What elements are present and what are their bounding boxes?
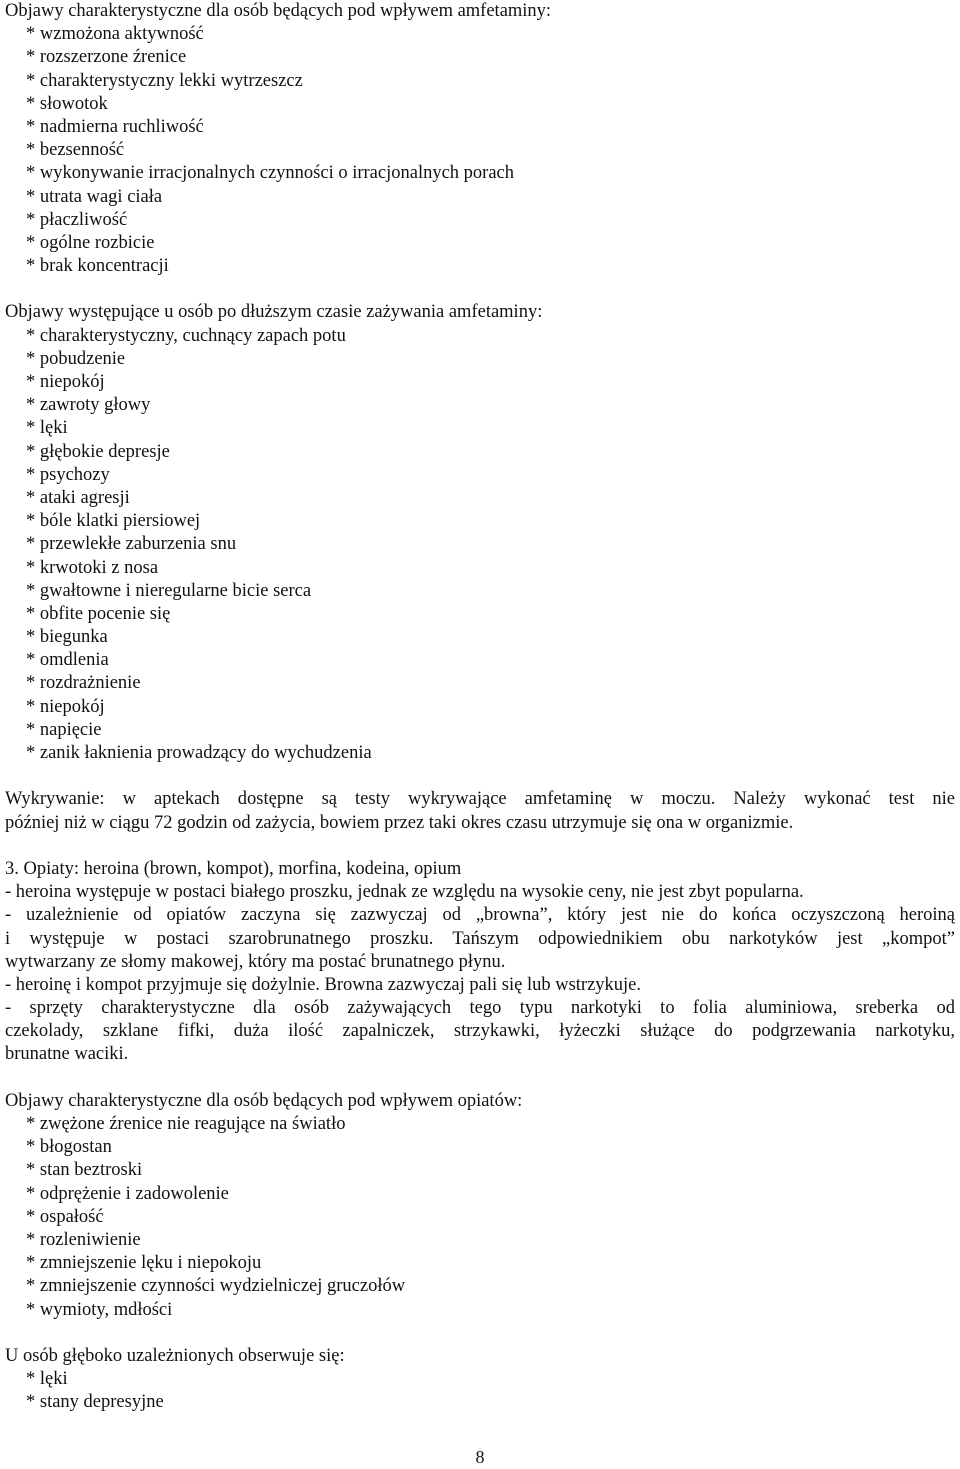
list-item: * zawroty głowy bbox=[26, 395, 151, 416]
list-item: * ogólne rozbicie bbox=[26, 232, 155, 253]
opiates-paragraph bbox=[5, 858, 955, 1067]
list-item: * wymioty, mdłości bbox=[26, 1299, 173, 1320]
paragraph-line: Wykrywanie: w aptekach dostępne są testy wykrywające amfetaminę w moczu. Należy wykonać test nie bbox=[5, 789, 955, 810]
list-item: * zmniejszenie lęku i niepokoju bbox=[26, 1253, 262, 1274]
list-item: * odprężenie i zadowolenie bbox=[26, 1183, 229, 1204]
list-item: * niepokój bbox=[26, 372, 105, 392]
list-item: * stan beztroski bbox=[26, 1160, 143, 1181]
paragraph-line: - uzależnienie od opiatów zaczyna się zazwyczaj od „browna”, który jest nie do końca oczyszczoną heroiną bbox=[5, 905, 955, 926]
section-heading: U osób głęboko uzależnionych obserwuje się: bbox=[5, 1345, 345, 1366]
list-item: * wykonywanie irracjonalnych czynności o irracjonalnych porach bbox=[26, 163, 515, 184]
list-item: * głębokie depresje bbox=[26, 441, 170, 462]
paragraph-line: 3. Opiaty: heroina (brown, kompot), morfina, kodeina, opium bbox=[5, 858, 462, 879]
paragraph-line: i występuje w postaci szarobrunatnego proszku. Tańszym odpowiednikiem obu narkotyków jest „kompot” bbox=[5, 928, 955, 949]
detection-paragraph bbox=[5, 788, 955, 834]
list-item: * obfite pocenie się bbox=[26, 603, 171, 624]
list-item: * ospałość bbox=[26, 1206, 104, 1227]
list-item: * biegunka bbox=[26, 627, 108, 648]
list-item: * ataki agresji bbox=[26, 487, 130, 508]
paragraph-line: - heroina występuje w postaci białego proszku, jednak ze względu na wysokie ceny, nie jest zbyt popularna. bbox=[5, 882, 804, 903]
list-item: * napięcie bbox=[26, 719, 102, 740]
list-item: * bezsenność bbox=[26, 140, 125, 161]
paragraph-line: - heroinę i kompot przyjmuje się dożylnie. Browna zazwyczaj pali się lub wstrzykuje. bbox=[5, 974, 642, 995]
list-item: * charakterystyczny lekki wytrzeszcz bbox=[26, 70, 303, 91]
list-item: * gwałtowne i nieregularne bicie serca bbox=[26, 580, 312, 601]
list-item: * stany depresyjne bbox=[26, 1392, 164, 1413]
list-item: * krwotoki z nosa bbox=[26, 557, 159, 578]
list-item: * brak koncentracji bbox=[26, 256, 169, 277]
paragraph-line: - sprzęty charakterystyczne dla osób zażywających tego typu narkotyki to folia aluminiowa, sreberka od bbox=[5, 998, 955, 1019]
page-number: 8 bbox=[475, 1447, 485, 1467]
list-item: * bóle klatki piersiowej bbox=[26, 511, 201, 532]
list-item: * charakterystyczny, cuchnący zapach potu bbox=[26, 325, 346, 346]
paragraph-gap bbox=[5, 835, 955, 858]
long-term-amphetamine-section bbox=[5, 301, 955, 765]
list-item: * pobudzenie bbox=[26, 348, 126, 369]
amphetamine-symptoms-section bbox=[5, 0, 955, 278]
paragraph-line: brunatne waciki. bbox=[5, 1044, 129, 1065]
list-item: * słowotok bbox=[26, 93, 108, 114]
section-heading: Objawy występujące u osób po dłuższym czasie zażywania amfetaminy: bbox=[5, 302, 543, 323]
paragraph-gap bbox=[5, 765, 955, 788]
paragraph-gap bbox=[5, 278, 955, 301]
list-item: * zmniejszenie czynności wydzielniczej gruczołów bbox=[26, 1276, 406, 1297]
list-item: * zanik łaknienia prowadzący do wychudzenia bbox=[26, 743, 372, 763]
list-item: * zwężone źrenice nie reagujące na światło bbox=[26, 1114, 346, 1134]
list-item: * przewlekłe zaburzenia snu bbox=[26, 534, 237, 555]
opiate-symptoms-section bbox=[5, 1090, 955, 1322]
list-item: * utrata wagi ciała bbox=[26, 186, 163, 207]
list-item: * lęki bbox=[26, 418, 68, 439]
paragraph-line: wytwarzany ze słomy makowej, który ma postać brunatnego płynu. bbox=[5, 951, 506, 972]
paragraph-line: czekolady, szklane fifki, duża ilość zapalniczek, strzykawki, łyżeczki służące do podgrzewania narkotyku, bbox=[5, 1021, 955, 1042]
list-item: * wzmożona aktywność bbox=[26, 24, 204, 45]
document-page bbox=[5, 0, 955, 1414]
list-item: * psychozy bbox=[26, 464, 110, 485]
list-item: * rozleniwienie bbox=[26, 1229, 141, 1250]
deep-addiction-section bbox=[5, 1345, 955, 1415]
list-item: * rozszerzone źrenice bbox=[26, 47, 187, 68]
list-item: * omdlenia bbox=[26, 650, 109, 671]
paragraph-line: później niż w ciągu 72 godzin od zażycia, bowiem przez taki okres czasu utrzymuje się ona w organizmie. bbox=[5, 812, 794, 833]
section-heading: Objawy charakterystyczne dla osób będących pod wpływem amfetaminy: bbox=[5, 1, 552, 21]
section-heading: Objawy charakterystyczne dla osób będących pod wpływem opiatów: bbox=[5, 1090, 523, 1111]
list-item: * płaczliwość bbox=[26, 209, 128, 230]
list-item: * niepokój bbox=[26, 696, 105, 717]
paragraph-gap bbox=[5, 1067, 955, 1090]
paragraph-gap bbox=[5, 1322, 955, 1345]
list-item: * nadmierna ruchliwość bbox=[26, 116, 204, 137]
list-item: * rozdrażnienie bbox=[26, 673, 141, 694]
list-item: * błogostan bbox=[26, 1137, 112, 1158]
list-item: * lęki bbox=[26, 1369, 68, 1390]
